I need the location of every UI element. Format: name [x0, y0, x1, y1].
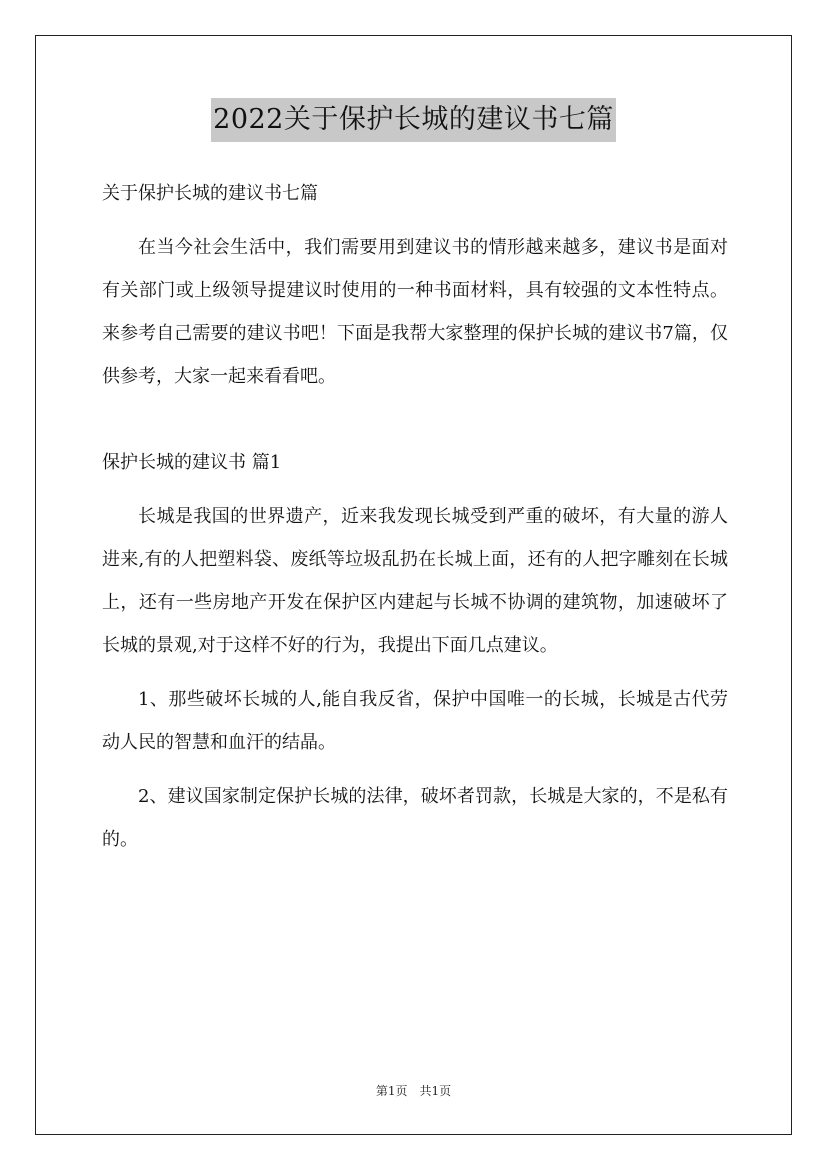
body-paragraph-2: 1、那些破坏长城的人,能自我反省，保护中国唯一的长城，长城是古代劳动人民的智慧和血汗的结晶。: [102, 689, 728, 753]
page-number-label: 第1页 共1页: [375, 1084, 452, 1098]
document-subtitle: 关于保护长城的建议书七篇: [102, 183, 318, 204]
document-body: [102, 172, 728, 861]
document-title: 2022关于保护长城的建议书七篇: [211, 98, 616, 142]
intro-paragraph: 在当今社会生活中，我们需要用到建议书的情形越来越多，建议书是面对有关部门或上级领导提建议时使用的一种书面材料，具有较强的文本性特点。来参考自己需要的建议书吧！下面是我帮大家整理的保护长城的建议书7篇，仅供参考，大家一起来看看吧。: [102, 237, 728, 387]
section-heading: 保护长城的建议书 篇1: [102, 452, 282, 473]
body-paragraph-1: 长城是我国的世界遗产，近来我发现长城受到严重的破坏，有大量的游人进来,有的人把塑料袋、废纸等垃圾乱扔在长城上面，还有的人把字雕刻在长城上，还有一些房地产开发在保护区内建起与长城不协调的建筑物，加速破坏了长城的景观,对于这样不好的行为，我提出下面几点建议。: [102, 506, 728, 656]
page-footer: [0, 1083, 827, 1099]
body-paragraph-3: 2、建议国家制定保护长城的法律，破坏者罚款，长城是大家的，不是私有的。: [102, 786, 728, 850]
title-container: [0, 98, 827, 142]
